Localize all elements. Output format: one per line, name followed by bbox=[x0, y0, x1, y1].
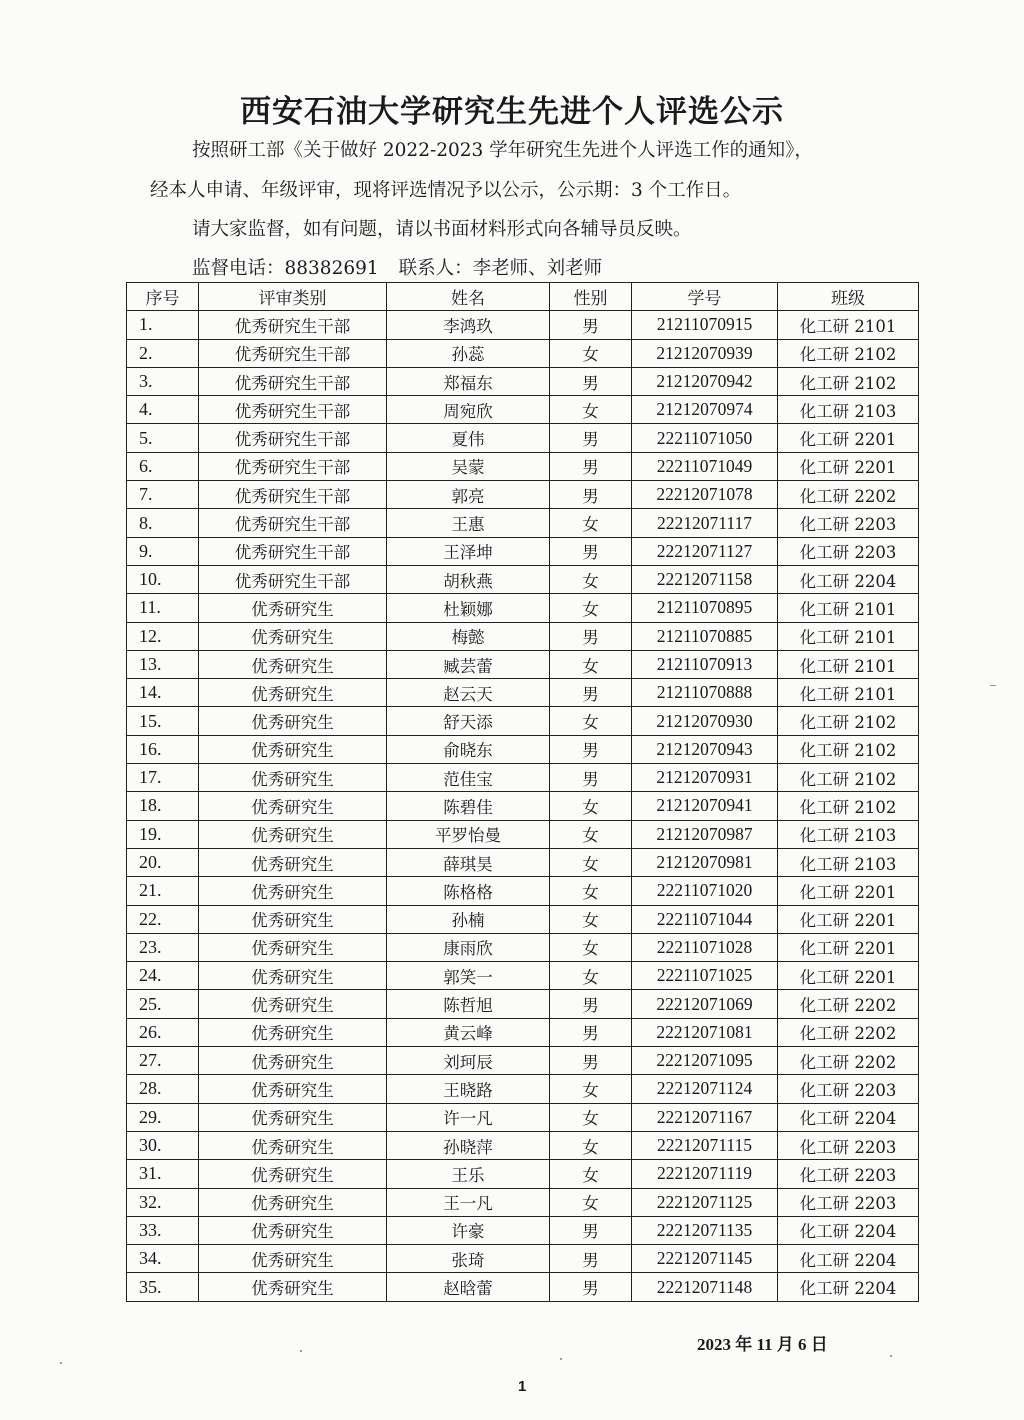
table-row bbox=[127, 962, 919, 990]
cell-student-id: 22212071081 bbox=[632, 1018, 778, 1046]
table-row bbox=[127, 792, 919, 820]
table-row bbox=[127, 565, 919, 593]
table-row bbox=[127, 735, 919, 763]
cell-category: 优秀研究生 bbox=[199, 877, 387, 905]
cell-name: 舒天添 bbox=[387, 707, 550, 735]
cell-name: 夏伟 bbox=[387, 424, 550, 452]
cell-seq: 5. bbox=[127, 424, 199, 452]
table-row bbox=[127, 933, 919, 961]
cell-student-id: 21212070942 bbox=[632, 367, 778, 395]
cell-category: 优秀研究生 bbox=[199, 622, 387, 650]
table-row bbox=[127, 509, 919, 537]
cell-student-id: 22212071148 bbox=[632, 1273, 778, 1301]
cell-seq: 31. bbox=[127, 1160, 199, 1188]
cell-gender: 男 bbox=[550, 1018, 632, 1046]
cell-name: 陈碧佳 bbox=[387, 792, 550, 820]
table-row bbox=[127, 764, 919, 792]
cell-student-id: 22212071124 bbox=[632, 1075, 778, 1103]
cell-seq: 33. bbox=[127, 1216, 199, 1244]
cell-seq: 12. bbox=[127, 622, 199, 650]
cell-category: 优秀研究生 bbox=[199, 792, 387, 820]
cell-category: 优秀研究生干部 bbox=[199, 396, 387, 424]
table-row bbox=[127, 367, 919, 395]
table-row bbox=[127, 848, 919, 876]
cell-gender: 男 bbox=[550, 990, 632, 1018]
cell-class: 化工研 2102 bbox=[778, 792, 919, 820]
cell-student-id: 21212070939 bbox=[632, 339, 778, 367]
cell-class: 化工研 2204 bbox=[778, 1216, 919, 1244]
cell-seq: 28. bbox=[127, 1075, 199, 1103]
scan-speck bbox=[990, 685, 996, 686]
cell-class: 化工研 2102 bbox=[778, 707, 919, 735]
cell-category: 优秀研究生干部 bbox=[199, 537, 387, 565]
contact-line bbox=[192, 254, 616, 280]
scan-speck bbox=[60, 1362, 62, 1364]
cell-category: 优秀研究生 bbox=[199, 1103, 387, 1131]
cell-seq: 7. bbox=[127, 481, 199, 509]
cell-student-id: 22212071127 bbox=[632, 537, 778, 565]
cell-category: 优秀研究生干部 bbox=[199, 565, 387, 593]
cell-class: 化工研 2102 bbox=[778, 367, 919, 395]
table-row bbox=[127, 1160, 919, 1188]
cell-name: 许一凡 bbox=[387, 1103, 550, 1131]
cell-class: 化工研 2202 bbox=[778, 1047, 919, 1075]
cell-class: 化工研 2201 bbox=[778, 933, 919, 961]
cell-class: 化工研 2201 bbox=[778, 452, 919, 480]
cell-class: 化工研 2202 bbox=[778, 1018, 919, 1046]
cell-student-id: 22212071115 bbox=[632, 1131, 778, 1159]
table-row bbox=[127, 679, 919, 707]
table-row bbox=[127, 1216, 919, 1244]
cell-seq: 9. bbox=[127, 537, 199, 565]
table-row bbox=[127, 1047, 919, 1075]
contact-persons: 联系人：李老师、刘老师 bbox=[398, 258, 603, 279]
cell-seq: 2. bbox=[127, 339, 199, 367]
cell-category: 优秀研究生 bbox=[199, 990, 387, 1018]
cell-category: 优秀研究生 bbox=[199, 1018, 387, 1046]
cell-category: 优秀研究生干部 bbox=[199, 452, 387, 480]
scan-speck bbox=[890, 1355, 892, 1357]
page-number: 1 bbox=[518, 1378, 527, 1395]
table-row bbox=[127, 650, 919, 678]
cell-gender: 女 bbox=[550, 933, 632, 961]
cell-category: 优秀研究生 bbox=[199, 764, 387, 792]
cell-class: 化工研 2101 bbox=[778, 622, 919, 650]
table-row bbox=[127, 396, 919, 424]
cell-category: 优秀研究生 bbox=[199, 933, 387, 961]
table-row bbox=[127, 1188, 919, 1216]
cell-seq: 14. bbox=[127, 679, 199, 707]
cell-class: 化工研 2203 bbox=[778, 1188, 919, 1216]
cell-gender: 男 bbox=[550, 1216, 632, 1244]
table-row bbox=[127, 339, 919, 367]
cell-category: 优秀研究生 bbox=[199, 905, 387, 933]
cell-name: 黄云峰 bbox=[387, 1018, 550, 1046]
cell-category: 优秀研究生干部 bbox=[199, 509, 387, 537]
cell-name: 周宛欣 bbox=[387, 396, 550, 424]
cell-name: 胡秋燕 bbox=[387, 565, 550, 593]
cell-gender: 男 bbox=[550, 537, 632, 565]
cell-class: 化工研 2101 bbox=[778, 650, 919, 678]
cell-class: 化工研 2102 bbox=[778, 339, 919, 367]
cell-seq: 27. bbox=[127, 1047, 199, 1075]
cell-class: 化工研 2103 bbox=[778, 820, 919, 848]
cell-class: 化工研 2203 bbox=[778, 1131, 919, 1159]
cell-gender: 女 bbox=[550, 962, 632, 990]
cell-gender: 男 bbox=[550, 1273, 632, 1301]
cell-category: 优秀研究生干部 bbox=[199, 339, 387, 367]
cell-category: 优秀研究生 bbox=[199, 820, 387, 848]
cell-seq: 20. bbox=[127, 848, 199, 876]
cell-seq: 25. bbox=[127, 990, 199, 1018]
cell-gender: 女 bbox=[550, 594, 632, 622]
cell-category: 优秀研究生 bbox=[199, 650, 387, 678]
cell-student-id: 22211071020 bbox=[632, 877, 778, 905]
cell-student-id: 21211070888 bbox=[632, 679, 778, 707]
cell-name: 郑福东 bbox=[387, 367, 550, 395]
cell-category: 优秀研究生 bbox=[199, 848, 387, 876]
cell-category: 优秀研究生 bbox=[199, 735, 387, 763]
cell-student-id: 21212070974 bbox=[632, 396, 778, 424]
cell-student-id: 21212070981 bbox=[632, 848, 778, 876]
cell-seq: 18. bbox=[127, 792, 199, 820]
cell-category: 优秀研究生 bbox=[199, 1245, 387, 1273]
cell-class: 化工研 2203 bbox=[778, 1075, 919, 1103]
cell-class: 化工研 2201 bbox=[778, 962, 919, 990]
cell-class: 化工研 2201 bbox=[778, 877, 919, 905]
cell-gender: 男 bbox=[550, 735, 632, 763]
header-class: 班级 bbox=[778, 283, 919, 311]
cell-class: 化工研 2202 bbox=[778, 481, 919, 509]
cell-class: 化工研 2203 bbox=[778, 509, 919, 537]
cell-name: 康雨欣 bbox=[387, 933, 550, 961]
header-gender: 性别 bbox=[550, 283, 632, 311]
cell-student-id: 21211070915 bbox=[632, 311, 778, 339]
cell-name: 陈哲旭 bbox=[387, 990, 550, 1018]
cell-seq: 11. bbox=[127, 594, 199, 622]
cell-student-id: 22212071069 bbox=[632, 990, 778, 1018]
cell-class: 化工研 2101 bbox=[778, 311, 919, 339]
cell-category: 优秀研究生 bbox=[199, 1160, 387, 1188]
cell-name: 郭笑一 bbox=[387, 962, 550, 990]
cell-class: 化工研 2102 bbox=[778, 735, 919, 763]
cell-student-id: 21212070987 bbox=[632, 820, 778, 848]
cell-seq: 15. bbox=[127, 707, 199, 735]
cell-gender: 男 bbox=[550, 622, 632, 650]
cell-class: 化工研 2101 bbox=[778, 594, 919, 622]
cell-seq: 21. bbox=[127, 877, 199, 905]
cell-name: 臧芸蕾 bbox=[387, 650, 550, 678]
table-row bbox=[127, 1103, 919, 1131]
cell-student-id: 22211071025 bbox=[632, 962, 778, 990]
table-row bbox=[127, 1018, 919, 1046]
cell-gender: 女 bbox=[550, 848, 632, 876]
table-row bbox=[127, 452, 919, 480]
cell-student-id: 21212070941 bbox=[632, 792, 778, 820]
table-row bbox=[127, 990, 919, 1018]
cell-gender: 男 bbox=[550, 311, 632, 339]
cell-gender: 女 bbox=[550, 707, 632, 735]
header-name: 姓名 bbox=[387, 283, 550, 311]
cell-category: 优秀研究生干部 bbox=[199, 481, 387, 509]
cell-student-id: 22212071119 bbox=[632, 1160, 778, 1188]
cell-gender: 女 bbox=[550, 1075, 632, 1103]
cell-class: 化工研 2203 bbox=[778, 1160, 919, 1188]
cell-gender: 女 bbox=[550, 565, 632, 593]
cell-seq: 13. bbox=[127, 650, 199, 678]
cell-gender: 女 bbox=[550, 792, 632, 820]
cell-seq: 29. bbox=[127, 1103, 199, 1131]
cell-student-id: 22211071028 bbox=[632, 933, 778, 961]
cell-class: 化工研 2204 bbox=[778, 565, 919, 593]
cell-class: 化工研 2203 bbox=[778, 537, 919, 565]
cell-gender: 女 bbox=[550, 820, 632, 848]
cell-student-id: 22212071158 bbox=[632, 565, 778, 593]
cell-gender: 男 bbox=[550, 1245, 632, 1273]
cell-seq: 16. bbox=[127, 735, 199, 763]
cell-class: 化工研 2204 bbox=[778, 1245, 919, 1273]
cell-class: 化工研 2204 bbox=[778, 1273, 919, 1301]
cell-category: 优秀研究生 bbox=[199, 679, 387, 707]
cell-seq: 10. bbox=[127, 565, 199, 593]
cell-name: 王泽坤 bbox=[387, 537, 550, 565]
cell-student-id: 22212071145 bbox=[632, 1245, 778, 1273]
cell-class: 化工研 2201 bbox=[778, 424, 919, 452]
cell-gender: 男 bbox=[550, 764, 632, 792]
cell-name: 孙楠 bbox=[387, 905, 550, 933]
cell-category: 优秀研究生 bbox=[199, 1047, 387, 1075]
cell-seq: 35. bbox=[127, 1273, 199, 1301]
cell-gender: 男 bbox=[550, 1047, 632, 1075]
cell-gender: 女 bbox=[550, 905, 632, 933]
cell-student-id: 21212070943 bbox=[632, 735, 778, 763]
table-row bbox=[127, 1131, 919, 1159]
cell-seq: 26. bbox=[127, 1018, 199, 1046]
cell-category: 优秀研究生 bbox=[199, 1273, 387, 1301]
cell-name: 许豪 bbox=[387, 1216, 550, 1244]
table-header-row bbox=[127, 283, 919, 311]
cell-class: 化工研 2101 bbox=[778, 679, 919, 707]
cell-student-id: 21211070885 bbox=[632, 622, 778, 650]
cell-gender: 女 bbox=[550, 650, 632, 678]
cell-seq: 23. bbox=[127, 933, 199, 961]
cell-seq: 6. bbox=[127, 452, 199, 480]
cell-category: 优秀研究生干部 bbox=[199, 367, 387, 395]
cell-name: 张琦 bbox=[387, 1245, 550, 1273]
cell-name: 平罗怡曼 bbox=[387, 820, 550, 848]
header-seq: 序号 bbox=[127, 283, 199, 311]
cell-class: 化工研 2103 bbox=[778, 396, 919, 424]
table-row bbox=[127, 424, 919, 452]
cell-gender: 男 bbox=[550, 367, 632, 395]
cell-category: 优秀研究生 bbox=[199, 1131, 387, 1159]
cell-gender: 男 bbox=[550, 481, 632, 509]
table-row bbox=[127, 1273, 919, 1301]
table-row bbox=[127, 622, 919, 650]
cell-gender: 女 bbox=[550, 1188, 632, 1216]
cell-student-id: 22212071125 bbox=[632, 1188, 778, 1216]
cell-category: 优秀研究生 bbox=[199, 1188, 387, 1216]
cell-seq: 3. bbox=[127, 367, 199, 395]
cell-name: 杜颖娜 bbox=[387, 594, 550, 622]
cell-student-id: 22212071095 bbox=[632, 1047, 778, 1075]
intro-paragraph-1: 按照研工部《关于做好 2022-2023 学年研究生先进个人评选工作的通知》， bbox=[192, 140, 813, 161]
scan-speck bbox=[560, 1358, 562, 1360]
document-title: 西安石油大学研究生先进个人评选公示 bbox=[240, 94, 784, 130]
cell-category: 优秀研究生干部 bbox=[199, 424, 387, 452]
cell-name: 李鸿玖 bbox=[387, 311, 550, 339]
cell-student-id: 22211071050 bbox=[632, 424, 778, 452]
cell-name: 孙晓萍 bbox=[387, 1131, 550, 1159]
cell-name: 王惠 bbox=[387, 509, 550, 537]
cell-seq: 19. bbox=[127, 820, 199, 848]
cell-category: 优秀研究生 bbox=[199, 707, 387, 735]
table-row bbox=[127, 594, 919, 622]
intro-paragraph-3: 请大家监督，如有问题，请以书面材料形式向各辅导员反映。 bbox=[192, 219, 692, 240]
table-row bbox=[127, 1245, 919, 1273]
cell-seq: 24. bbox=[127, 962, 199, 990]
publish-date: 2023 年 11 月 6 日 bbox=[697, 1335, 828, 1354]
cell-gender: 男 bbox=[550, 452, 632, 480]
header-category: 评审类别 bbox=[199, 283, 387, 311]
cell-seq: 34. bbox=[127, 1245, 199, 1273]
cell-gender: 女 bbox=[550, 1160, 632, 1188]
cell-seq: 4. bbox=[127, 396, 199, 424]
table-row bbox=[127, 707, 919, 735]
cell-name: 王乐 bbox=[387, 1160, 550, 1188]
cell-class: 化工研 2102 bbox=[778, 764, 919, 792]
cell-seq: 1. bbox=[127, 311, 199, 339]
cell-student-id: 22212071167 bbox=[632, 1103, 778, 1131]
cell-name: 刘珂辰 bbox=[387, 1047, 550, 1075]
cell-gender: 女 bbox=[550, 509, 632, 537]
awardees-table bbox=[126, 282, 919, 1302]
table-row bbox=[127, 877, 919, 905]
cell-category: 优秀研究生干部 bbox=[199, 311, 387, 339]
cell-category: 优秀研究生 bbox=[199, 962, 387, 990]
cell-seq: 32. bbox=[127, 1188, 199, 1216]
cell-class: 化工研 2204 bbox=[778, 1103, 919, 1131]
cell-student-id: 22212071078 bbox=[632, 481, 778, 509]
cell-name: 薛琪昊 bbox=[387, 848, 550, 876]
cell-student-id: 22211071044 bbox=[632, 905, 778, 933]
cell-name: 梅懿 bbox=[387, 622, 550, 650]
cell-name: 王一凡 bbox=[387, 1188, 550, 1216]
cell-student-id: 21212070930 bbox=[632, 707, 778, 735]
cell-class: 化工研 2201 bbox=[778, 905, 919, 933]
cell-student-id: 22212071117 bbox=[632, 509, 778, 537]
cell-name: 王晓路 bbox=[387, 1075, 550, 1103]
cell-student-id: 21212070931 bbox=[632, 764, 778, 792]
cell-name: 赵云天 bbox=[387, 679, 550, 707]
cell-gender: 女 bbox=[550, 396, 632, 424]
cell-category: 优秀研究生 bbox=[199, 1216, 387, 1244]
cell-name: 俞晓东 bbox=[387, 735, 550, 763]
cell-name: 范佳宝 bbox=[387, 764, 550, 792]
cell-student-id: 22211071049 bbox=[632, 452, 778, 480]
cell-gender: 男 bbox=[550, 679, 632, 707]
cell-seq: 22. bbox=[127, 905, 199, 933]
cell-category: 优秀研究生 bbox=[199, 1075, 387, 1103]
cell-student-id: 22212071135 bbox=[632, 1216, 778, 1244]
cell-class: 化工研 2103 bbox=[778, 848, 919, 876]
scan-speck bbox=[300, 1350, 302, 1352]
table-row bbox=[127, 1075, 919, 1103]
cell-name: 赵晗蕾 bbox=[387, 1273, 550, 1301]
cell-seq: 8. bbox=[127, 509, 199, 537]
header-student-id: 学号 bbox=[632, 283, 778, 311]
cell-student-id: 21211070895 bbox=[632, 594, 778, 622]
cell-class: 化工研 2202 bbox=[778, 990, 919, 1018]
cell-name: 吴蒙 bbox=[387, 452, 550, 480]
cell-name: 陈格格 bbox=[387, 877, 550, 905]
table-row bbox=[127, 311, 919, 339]
cell-name: 郭亮 bbox=[387, 481, 550, 509]
supervision-phone: 监督电话：88382691 bbox=[192, 258, 379, 279]
cell-gender: 女 bbox=[550, 877, 632, 905]
cell-student-id: 21211070913 bbox=[632, 650, 778, 678]
cell-name: 孙蕊 bbox=[387, 339, 550, 367]
cell-category: 优秀研究生 bbox=[199, 594, 387, 622]
cell-seq: 30. bbox=[127, 1131, 199, 1159]
cell-gender: 男 bbox=[550, 424, 632, 452]
table-row bbox=[127, 905, 919, 933]
table-row bbox=[127, 481, 919, 509]
cell-gender: 女 bbox=[550, 1131, 632, 1159]
cell-gender: 女 bbox=[550, 1103, 632, 1131]
intro-paragraph-2: 经本人申请、年级评审，现将评选情况予以公示，公示期：3 个工作日。 bbox=[150, 180, 742, 201]
table-row bbox=[127, 820, 919, 848]
cell-gender: 女 bbox=[550, 339, 632, 367]
table-row bbox=[127, 537, 919, 565]
cell-seq: 17. bbox=[127, 764, 199, 792]
